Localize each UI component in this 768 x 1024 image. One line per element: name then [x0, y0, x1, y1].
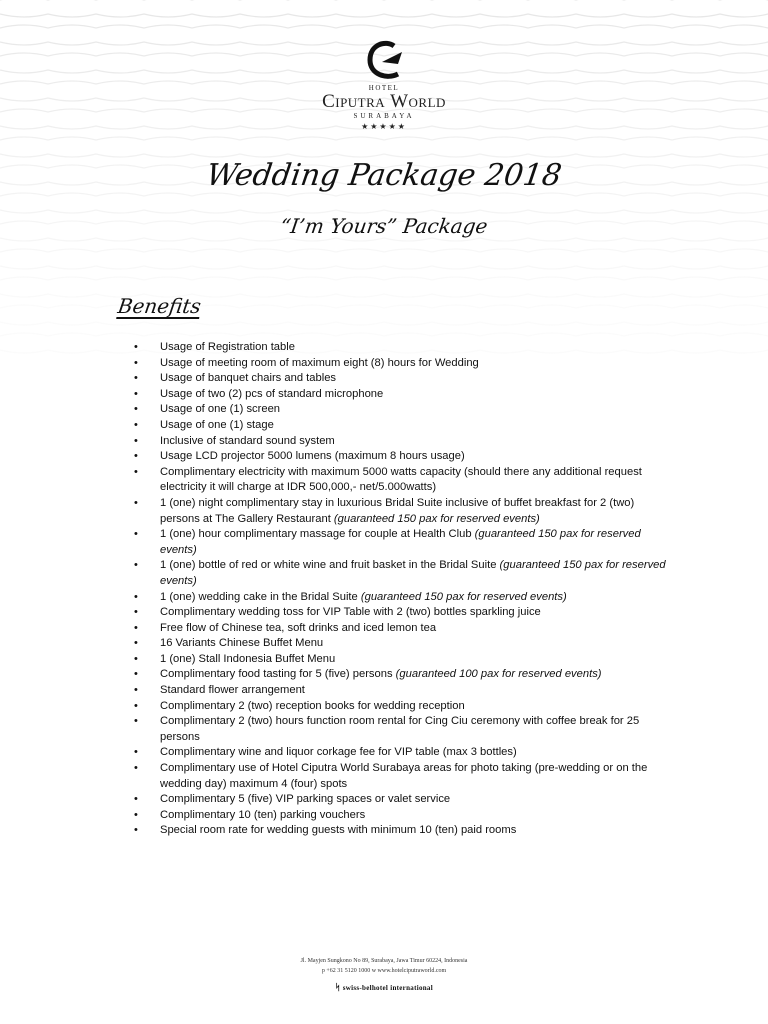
footer-address: Jl. Mayjen Sungkono No 89, Surabaya, Jawa Timur 60224, Indonesia [300, 958, 468, 964]
benefit-item [132, 496, 672, 527]
benefit-item [132, 590, 672, 606]
benefit-item [132, 792, 672, 808]
benefit-item [132, 340, 672, 356]
benefit-note: (guaranteed 150 pax for reserved events) [160, 559, 666, 587]
benefit-item [132, 558, 672, 589]
benefit-text: Special room rate for wedding guests with minimum 10 (ten) paid rooms [160, 824, 517, 837]
benefit-text: Complimentary 2 (two) reception books for wedding reception [160, 699, 465, 712]
hotel-c-logo-icon [364, 40, 404, 84]
benefit-text: 16 Variants Chinese Buffet Menu [160, 637, 324, 650]
benefit-text: Complimentary use of Hotel Ciputra World Surabaya areas for photo taking (pre-wedding or on the wedding day) maximum 4 (four) spots [160, 762, 648, 790]
benefit-item [132, 714, 672, 745]
benefit-note: (guaranteed 150 pax for reserved events) [333, 512, 540, 525]
package-subtitle: “I’m Yours” Package [278, 214, 490, 238]
page-title: Wedding Package 2018 [204, 158, 564, 193]
benefit-item [132, 667, 672, 683]
benefit-item [132, 356, 672, 372]
benefit-item [132, 823, 672, 839]
benefit-text: 1 (one) wedding cake in the Bridal Suite [160, 590, 361, 603]
benefit-text: Complimentary 10 (ten) parking vouchers [160, 808, 366, 821]
benefit-item [132, 699, 672, 715]
hotel-stars: ★★★★★ [361, 122, 407, 131]
benefit-text: Usage of one (1) stage [160, 418, 274, 431]
benefit-text: Standard flower arrangement [160, 684, 305, 697]
benefit-text: Complimentary wedding toss for VIP Table with 2 (two) bottles sparkling juice [160, 606, 541, 619]
benefit-text: 1 (one) hour complimentary massage for couple at Health Club [160, 528, 475, 541]
benefit-item [132, 527, 672, 558]
benefit-note: (guaranteed 100 pax for reserved events) [395, 668, 602, 681]
benefit-text: Usage of Registration table [160, 341, 295, 353]
benefit-item [132, 449, 672, 465]
benefit-item [132, 808, 672, 824]
benefit-item [132, 621, 672, 637]
benefit-item [132, 418, 672, 434]
benefit-item [132, 761, 672, 792]
benefits-heading: Benefits [116, 294, 203, 318]
benefit-text: Complimentary wine and liquor corkage fee for VIP table (max 3 bottles) [160, 746, 517, 759]
benefit-text: Complimentary 2 (two) hours function room rental for Cing Ciu ceremony with coffee break for 25 persons [160, 715, 640, 743]
benefit-note: (guaranteed 150 pax for reserved events) [160, 528, 641, 556]
benefit-text: Usage of one (1) screen [160, 403, 281, 416]
footer-contact: p +62 31 5120 1000 w www.hotelciputraworld.com [321, 968, 447, 974]
benefit-note: (guaranteed 150 pax for reserved events) [360, 590, 567, 603]
hotel-name: Ciputra World [322, 91, 446, 112]
benefit-text: Usage of banquet chairs and tables [160, 372, 337, 385]
benefit-item [132, 683, 672, 699]
benefit-item [132, 371, 672, 387]
benefit-text: Inclusive of standard sound system [160, 434, 335, 447]
benefit-text: 1 (one) Stall Indonesia Buffet Menu [160, 652, 336, 665]
benefit-item [132, 387, 672, 403]
hotel-city: SURABAYA [353, 112, 415, 120]
benefit-text: Complimentary food tasting for 5 (five) persons [160, 668, 396, 681]
benefit-item [132, 605, 672, 621]
benefit-item [132, 465, 672, 496]
benefit-text: Usage of meeting room of maximum eight (8) hours for Wedding [160, 356, 479, 369]
benefit-item [132, 636, 672, 652]
benefit-text: 1 (one) bottle of red or white wine and fruit basket in the Bridal Suite [160, 559, 500, 572]
footer [0, 956, 768, 993]
benefit-text: Complimentary electricity with maximum 5000 watts capacity (should there any additional request electricity it will charge at IDR 500,000,- net/5.000watts) [160, 465, 642, 494]
benefits-list [132, 340, 672, 839]
hotel-small-label: HOTEL [368, 84, 400, 92]
footer-brand-label: swiss-belhotel international [342, 984, 433, 992]
benefit-item [132, 745, 672, 761]
benefit-item [132, 434, 672, 450]
hotel-logo [0, 40, 768, 131]
benefit-text: Free flow of Chinese tea, soft drinks and iced lemon tea [160, 621, 437, 634]
footer-brand [0, 982, 768, 993]
benefit-text: Usage LCD projector 5000 lumens (maximum 8 hours usage) [160, 450, 465, 463]
benefit-text: Usage of two (2) pcs of standard microphone [160, 387, 384, 400]
swiss-belhotel-logo-icon: ᛋ [335, 982, 341, 992]
benefit-text: Complimentary 5 (five) VIP parking spaces or valet service [160, 793, 451, 806]
benefit-text: 1 (one) night complimentary stay in luxurious Bridal Suite inclusive of buffet breakfast for 2 (two) persons at The Gallery Restaurant [160, 496, 635, 525]
benefit-item [132, 652, 672, 668]
benefit-item [132, 402, 672, 418]
